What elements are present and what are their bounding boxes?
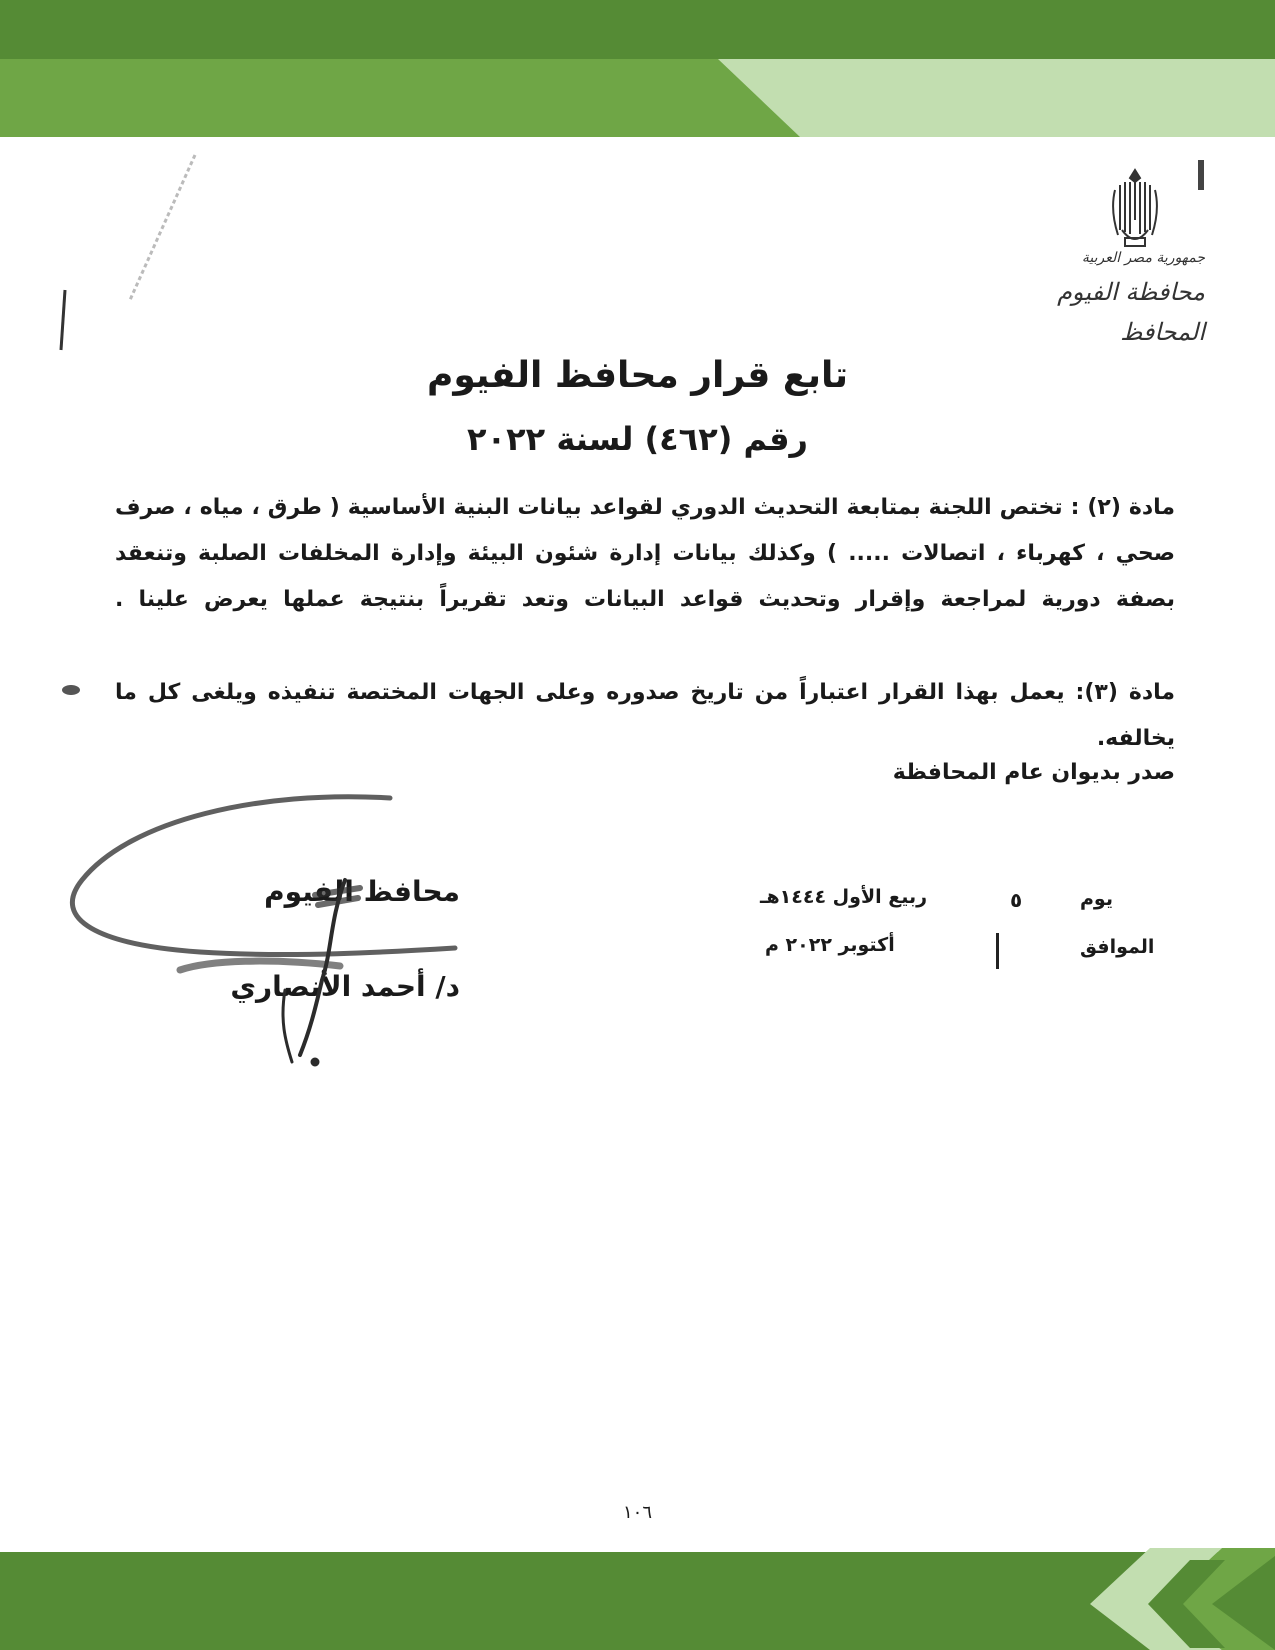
eagle-emblem-icon xyxy=(1080,160,1190,255)
header-banner xyxy=(0,0,1275,140)
gregorian-date: أكتوبر ٢٠٢٢ م xyxy=(765,934,895,956)
crest-country-text: جمهورية مصر العربية xyxy=(1081,250,1205,266)
decision-title: تابع قرار محافظ الفيوم xyxy=(426,355,849,396)
governor-title: محافظ الفيوم xyxy=(264,875,460,908)
governor-name: د/ أحمد الأنصاري xyxy=(230,970,460,1003)
day-value: ٥ xyxy=(1010,888,1023,912)
article-2-text: مادة (٢) : تختص اللجنة بمتابعة التحديث الدوري لقواعد بيانات البنية الأساسية ( طرق ، مياه ، صرف صحي ، كهرباء ، اتصالات ..... ) وكذلك بيانات إدارة شئون البيئة وإدارة المخلفات الصلبة وتنعقد بصفة دورية لمراجعة وإقرار وتحديث قواعد البيانات وتعد تقريراً بنتيجة عملها يعرض علينا . xyxy=(115,495,1175,612)
handwritten-signature-icon xyxy=(60,780,480,1070)
page-number: ١٠٦ xyxy=(622,1502,652,1523)
decision-number: رقم (٤٦٢) لسنة ٢٠٢٢ xyxy=(467,420,808,458)
hijri-date: ربيع الأول ١٤٤٤هـ xyxy=(760,886,928,908)
footer-banner xyxy=(0,1548,1275,1650)
corresponding-label: الموافق xyxy=(1080,936,1155,958)
issued-at-text: صدر بديوان عام المحافظة xyxy=(892,760,1175,785)
scan-artifact xyxy=(55,150,215,360)
crest-governorate-text: محافظة الفيوم xyxy=(1057,278,1205,306)
scan-artifact-dot xyxy=(62,685,80,695)
article-3-text: مادة (٣): يعمل بهذا القرار اعتباراً من تاريخ صدوره وعلى الجهات المختصة تنفيذه ويلغى كل ما يخالفه. xyxy=(115,680,1175,751)
date-separator xyxy=(996,933,999,969)
day-label: يوم xyxy=(1080,888,1113,910)
scan-artifact-bar xyxy=(1198,160,1204,190)
crest-governor-text: المحافظ xyxy=(1120,318,1205,346)
